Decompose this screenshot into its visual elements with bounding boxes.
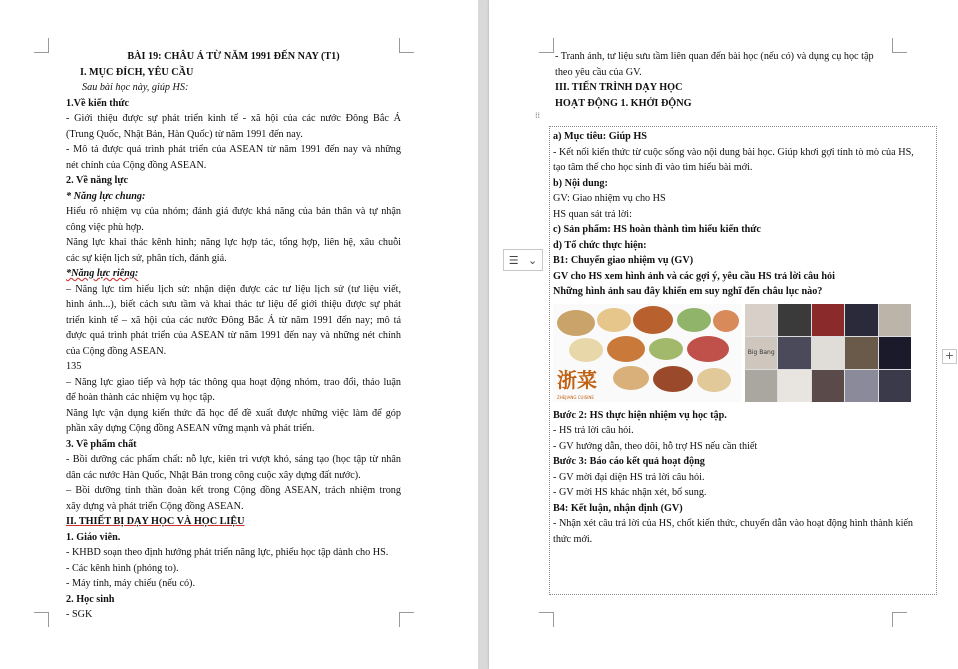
text-line: theo yêu cầu của GV. [555,66,642,78]
text-line: BÀI 19: CHÂU Á TỪ NĂM 1991 ĐẾN NAY (T1) [127,51,340,62]
activity-table-cell[interactable] [553,129,933,547]
illustration-row [553,304,933,402]
text-line: của Cộng đồng ASEAN. [66,345,167,357]
page-2-body[interactable] [555,49,933,111]
text-line: HOẠT ĐỘNG 1. KHỞI ĐỘNG [555,97,692,109]
text-line: b) Nội dung: [553,177,608,189]
text-line: B1: Chuyển giao nhiệm vụ (GV) [553,255,694,266]
text-line: - GV mời đại diện HS trả lời câu hỏi. [553,471,705,483]
text-line: - GV hướng dẫn, theo dõi, hỗ trợ HS nếu cần thiết [553,440,758,452]
text-line: tạo tâm thế cho học sinh đi vào tìm hiểu bài mới. [553,162,753,173]
move-handle-icon[interactable]: ⁞⁞ [535,111,541,120]
text-line: – Bồi dưỡng tinh thần đoàn kết trong Cộng đồng ASEAN, trách nhiệm trong [66,485,401,496]
text-line: *Năng lực riêng: [66,268,139,279]
text-line: Bước 3: Báo cáo kết quả hoạt động [553,456,705,467]
page-1-body[interactable] [66,49,401,623]
text-line: được quá trình phát triển của ASEAN từ năm 1991 đến nay và những nét chính [66,330,401,341]
text-line: triển kinh tế – xã hội của các nước Đông Bắc Á từ năm 1991 đến nay; mô tả [66,314,401,326]
margin-mark [399,38,414,53]
text-line: Năng lực vận dụng kiến thức đã học để đề xuất được những việc làm để góp [66,407,401,419]
food-logo: 浙菜 [557,368,597,393]
margin-mark [539,38,554,53]
text-line: (Trung Quốc, Nhật Bản, Hàn Quốc) từ năm 1991 đến nay. [66,128,303,140]
text-line: các sự kiện lịch sử, phân tích, đánh giá. [66,252,227,264]
text-line: 1.Về kiến thức [66,97,129,109]
margin-mark [539,612,554,627]
text-line: I. MỤC ĐÍCH, YÊU CẦU [80,66,194,78]
text-line: công việc phù hợp. [66,221,144,233]
text-line: hình ảnh...), biết cách sưu tầm và khai thác tư liệu để giới thiệu được sự phát [66,299,401,310]
layout-options-icon: ☰ [508,253,519,267]
text-line: thức mới. [553,533,593,545]
text-line: 1. Giáo viên. [66,531,121,543]
text-line: 3. Về phẩm chất [66,438,137,450]
text-line: dân các nước Hàn Quốc, Nhật Bản trong công cuộc xây dựng đất nước). [66,469,361,481]
text-line: 135 [66,361,82,372]
text-line: - Mô tả được quá trình phát triển của ASEAN từ năm 1991 đến nay và những [66,144,401,155]
text-line: HS quan sát trả lời: [553,208,632,220]
page-gap [478,0,489,669]
plus-icon[interactable]: + [942,349,957,364]
text-line: - Bồi dưỡng các phẩm chất: nỗ lực, kiên trì vượt khó, sáng tạo (học tập từ nhân [66,454,401,465]
text-line: B4: Kết luận, nhận định (GV) [553,502,683,514]
margin-mark [34,38,49,53]
text-line: phần xây dựng Cộng đồng ASEAN vững mạnh và phát triển. [66,423,315,434]
text-line: 2. Học sinh [66,593,115,605]
food-image [553,304,741,402]
text-line: - Kết nối kiến thức từ cuộc sống vào nội dung bài học. Giúp khơi gợi tính tò mò của HS, [553,146,914,158]
text-line: Sau bài học này, giúp HS: [82,82,189,93]
text-line: - Máy tính, máy chiếu (nếu có). [66,578,196,589]
text-line: – Năng lực tìm hiểu lịch sử: nhận diện được các tư liệu lịch sử (tư liệu viết, [66,283,401,295]
chevron-down-icon: ⌄ [528,253,538,267]
text-line: III. TIẾN TRÌNH DẠY HỌC [555,82,683,93]
food-caption: ZHEJIANG CUISINE [557,395,594,401]
text-line: Năng lực khai thác kênh hình; năng lực hợp tác, tổng hợp, liên hệ, xâu chuỗi [66,237,401,248]
text-line: * Năng lực chung: [66,190,146,202]
text-line: để hoàn thành các nhiệm vụ học tập. [66,392,215,403]
text-line: nét chính của Cộng đồng ASEAN. [66,159,207,171]
text-line: GV: Giao nhiệm vụ cho HS [553,193,666,204]
margin-mark [892,612,907,627]
text-line: - Nhận xét câu trả lời của HS, chốt kiến thức, chuyển dẫn vào hoạt động hình thành kiến [553,518,914,529]
text-line: GV cho HS xem hình ảnh và các gợi ý, yêu cầu HS trả lời câu hỏi [553,270,835,282]
text-line: a) Mục tiêu: Giúp HS [553,131,647,142]
margin-mark [399,612,414,627]
layout-options-button[interactable] [503,249,543,271]
text-line: – Năng lực giao tiếp và hợp tác thông qua hoạt động nhóm, trao đổi, thảo luận [66,376,401,388]
text-line: - SGK [66,609,93,620]
text-line: Những hình ảnh sau đây khiến em suy nghĩ đến châu lục nào? [553,286,823,297]
text-line: Hiểu rõ nhiệm vụ của nhóm; đánh giá được khả năng của bản thân và tự nhận [66,206,401,217]
text-line: - GV mời HS khác nhận xét, bổ sung. [553,487,707,498]
margin-mark [34,612,49,627]
text-line: xây dựng và phát triển Cộng đồng ASEAN. [66,500,244,512]
text-line: - Các kênh hình (phóng to). [66,562,179,574]
text-line: 2. Về năng lực [66,175,128,186]
text-line: c) Sản phẩm: HS hoàn thành tìm hiểu kiến thức [553,224,761,235]
text-line: - Tranh ảnh, tư liệu sưu tầm liên quan đến bài học (nếu có) và dụng cụ học tập [555,51,874,62]
text-line: - KHBD soạn theo định hướng phát triển năng lực, phiếu học tập dành cho HS. [66,547,389,558]
kpop-caption: Big Bang [745,337,777,369]
text-line: II. THIẾT BỊ DẠY HỌC VÀ HỌC LIỆU [66,516,245,527]
kpop-collage-image [745,304,911,402]
text-line: Bước 2: HS thực hiện nhiệm vụ học tập. [553,409,727,421]
text-line: - HS trả lời câu hỏi. [553,425,634,436]
text-line: - Giới thiệu được sự phát triển kinh tế - xã hội của các nước Đông Bắc Á [66,113,401,124]
text-line: d) Tổ chức thực hiện: [553,239,647,251]
